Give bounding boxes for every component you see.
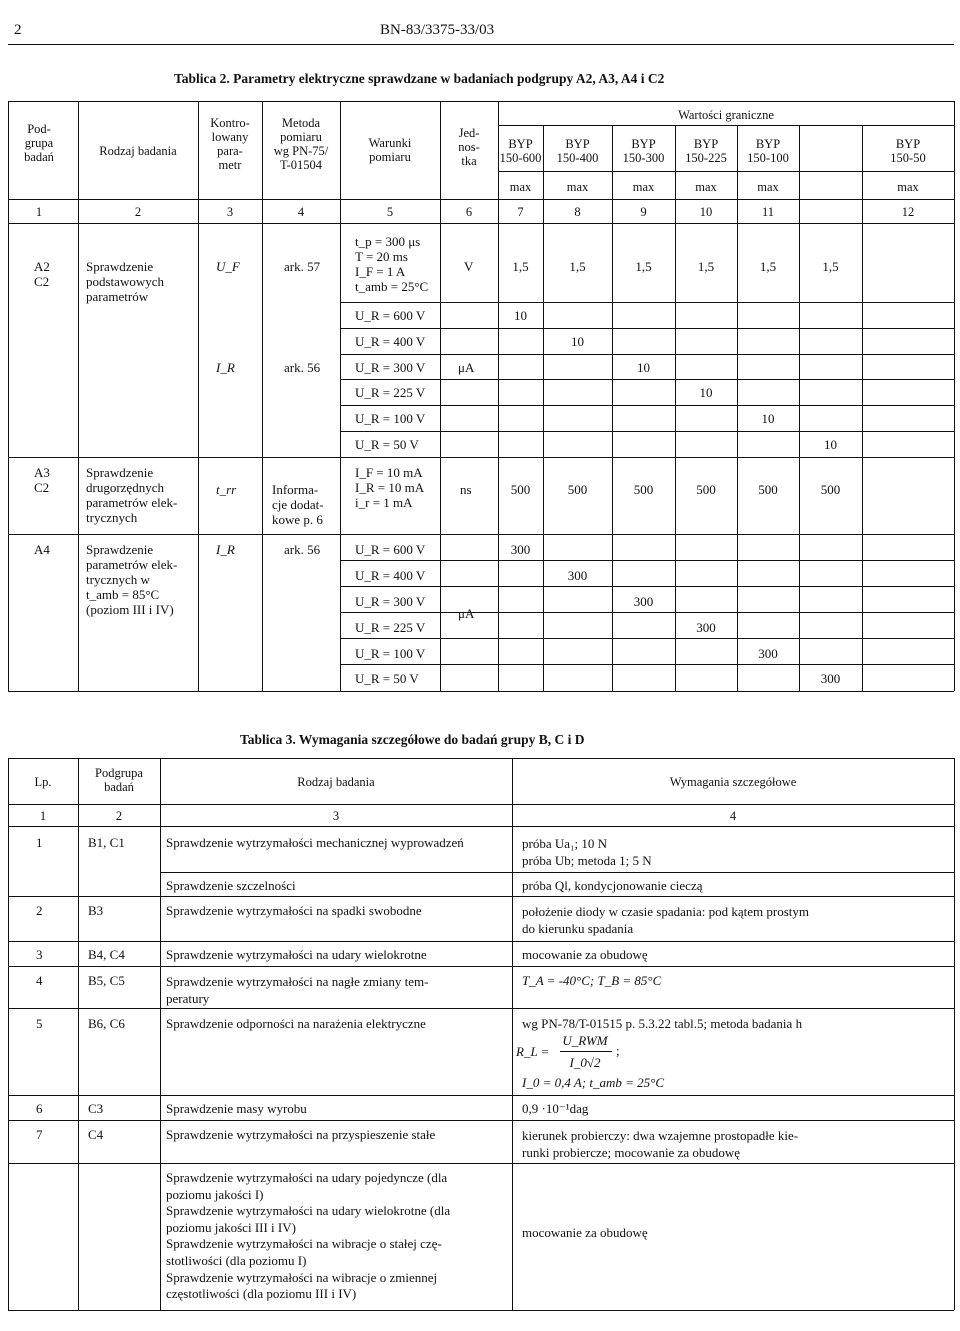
t2-head-type: BYP 150-100 xyxy=(747,137,789,165)
t2-a3-param: t_rr xyxy=(216,482,237,497)
t3-row-lp: 4 xyxy=(36,973,43,988)
t3-head-wymagania: Wymagania szczegółowe xyxy=(669,775,797,789)
t3-row-lp: 1 xyxy=(36,835,43,850)
t2-a2-ir-value: 10 xyxy=(514,308,527,323)
t2-a2-condition: U_R = 225 V xyxy=(355,385,426,400)
t2-a4-condition: U_R = 600 V xyxy=(355,542,426,557)
t2-a4-value: 300 xyxy=(696,620,716,635)
t2-a4-condition: U_R = 50 V xyxy=(355,671,419,686)
t2-a3-value: 500 xyxy=(758,482,778,497)
t2-a4-group: A4 xyxy=(34,542,50,557)
header-rule xyxy=(8,44,954,45)
t2-col-number: 4 xyxy=(297,205,305,219)
t2-a2-ir-value: 10 xyxy=(699,385,713,400)
t2-a2-unit-ir: μA xyxy=(458,360,475,375)
t3-row-req: położenie diody w czasie spadania: pod kątem prostym do kierunku spadania xyxy=(522,904,810,936)
t2-head-warunki: Warunki pomiaru xyxy=(368,136,412,164)
t3-row-test: Sprawdzenie wytrzymałości na nagłe zmiany tem- peratury xyxy=(166,974,429,1006)
document-code: BN-83/3375-33/03 xyxy=(380,22,495,38)
t2-col-number: 6 xyxy=(465,205,473,219)
t2-a3-value: 500 xyxy=(820,482,841,497)
t3-row-lp: 7 xyxy=(36,1127,43,1142)
t2-head-rodzaj: Rodzaj badania xyxy=(99,144,177,158)
t2-col-number: 8 xyxy=(574,205,581,219)
t2-head-max: max xyxy=(509,180,532,194)
t2-col-number: 9 xyxy=(640,205,647,219)
t2-a2-conditions: t_p = 300 μs T = 20 ms I_F = 1 A t_amb = 25°C xyxy=(355,234,429,294)
t2-a3-conditions: I_F = 10 mA I_R = 10 mA i_r = 1 mA xyxy=(355,465,425,510)
t2-a2-condition: U_R = 50 V xyxy=(355,437,419,452)
t2-a2-param-uf: U_F xyxy=(216,259,240,274)
t2-a3-value: 500 xyxy=(510,482,531,497)
t2-a2-rodzaj: Sprawdzenie podstawowych parametrów xyxy=(86,259,164,304)
t2-col-number: 11 xyxy=(761,205,775,219)
t2-col-number: 10 xyxy=(699,205,713,219)
t2-a2-value: 1,5 xyxy=(569,259,586,274)
t3-row-req: wg PN-78/T-01515 p. 5.3.22 tabl.5; metoda badania h xyxy=(522,1016,803,1031)
t3-row-test: Sprawdzenie szczelności xyxy=(166,878,296,893)
t2-col-number: 12 xyxy=(901,205,915,219)
t2-a3-group: A3 C2 xyxy=(34,465,50,495)
t2-a2-ir-value: 10 xyxy=(761,411,775,426)
t2-head-max: max xyxy=(566,180,589,194)
t3-row-lp: 2 xyxy=(36,903,43,918)
t2-a2-param-ir: I_R xyxy=(216,360,235,375)
table2-title: Tablica 2. Parametry elektryczne sprawdzane w badaniach podgrupy A2, A3, A4 i C2 xyxy=(174,71,665,86)
t2-head-type: BYP 150-50 xyxy=(890,137,926,165)
formula-lhs: R_L = xyxy=(516,1044,550,1059)
t2-a2-condition: U_R = 600 V xyxy=(355,308,426,323)
t2-a2-ir-value: 10 xyxy=(637,360,650,375)
t2-head-param: Kontro- lowany para- metr xyxy=(210,116,250,172)
t2-a4-condition: U_R = 225 V xyxy=(355,620,426,635)
t2-head-podgrupa: Pod- grupa badań xyxy=(24,122,54,164)
t2-a4-value: 300 xyxy=(633,594,654,609)
t2-head-type: BYP 150-225 xyxy=(685,137,727,165)
t3-head-lp: Lp. xyxy=(34,775,52,789)
t2-a4-rodzaj: Sprawdzenie parametrów elek- trycznych w t_amb = 85°C (poziom III i IV) xyxy=(86,542,178,617)
formula-denominator: I_0√2 xyxy=(569,1055,601,1070)
t2-a4-method: ark. 56 xyxy=(284,542,321,557)
t3-row-lp: 3 xyxy=(36,947,43,962)
t2-head-type: BYP 150-300 xyxy=(622,137,665,165)
t2-a2-group: A2 C2 xyxy=(34,259,50,289)
t3-row-test: Sprawdzenie wytrzymałości mechanicznej wyprowadzeń xyxy=(166,835,464,850)
t2-a4-condition: U_R = 300 V xyxy=(355,594,426,609)
t2-a4-value: 300 xyxy=(510,542,531,557)
t2-head-type: BYP 150-400 xyxy=(556,137,599,165)
t2-a4-unit: μA xyxy=(458,606,475,621)
t3-row-group: B5, C5 xyxy=(88,973,125,988)
t2-a2-value: 1,5 xyxy=(635,259,652,274)
t3-row-group: C4 xyxy=(88,1127,104,1142)
t2-a4-condition: U_R = 100 V xyxy=(355,646,426,661)
t2-head-max: max xyxy=(757,180,779,194)
t3-col-number: 1 xyxy=(39,809,47,823)
t3-row-req: próba Ql, kondycjonowanie cieczą xyxy=(522,878,703,893)
t3-row-group: B6, C6 xyxy=(88,1016,125,1031)
t2-a2-method-ir: ark. 56 xyxy=(284,360,321,375)
t2-a2-value: 1,5 xyxy=(822,259,839,274)
t2-a4-condition: U_R = 400 V xyxy=(355,568,426,583)
t3-row-lp: 6 xyxy=(36,1101,43,1116)
t2-a2-ir-value: 10 xyxy=(571,334,584,349)
t3-row-req: mocowanie za obudowę xyxy=(522,1225,648,1240)
t3-row-test: Sprawdzenie wytrzymałości na udary wielokrotne xyxy=(166,947,427,962)
t3-row-test: Sprawdzenie wytrzymałości na przyspieszenie stałe xyxy=(166,1127,436,1142)
t2-a2-value: 1,5 xyxy=(697,259,715,274)
t2-a4-value: 300 xyxy=(567,568,588,583)
t3-row-test: Sprawdzenie wytrzymałości na udary pojedyncze (dla poziomu jakości I) Sprawdzenie wytrzymałości na udary wielokrotne (dla poziomu jakości III i IV) Sprawdzenie wytrzymałości na wibracje o stałej czę- stotliwości (dla poziomu I) Sprawdzenie wytrzymałości na wibracje o zmiennej częstotliwości (dla poziomu III i IV) xyxy=(166,1170,451,1302)
t3-head-podgrupa: Podgrupa badań xyxy=(95,766,143,794)
t2-head-metoda: Metoda pomiaru wg PN-75/ T-01504 xyxy=(273,116,329,172)
t2-a4-value: 300 xyxy=(820,671,841,686)
t2-a3-rodzaj: Sprawdzenie drugorzędnych parametrów elek- trycznych xyxy=(86,465,178,525)
t3-row-req: T_A = -40°C; T_B = 85°C xyxy=(522,973,662,988)
t2-col-number: 1 xyxy=(35,205,43,219)
t3-row-lp: 5 xyxy=(36,1016,43,1031)
t2-col-number: 3 xyxy=(226,205,234,219)
t3-row-req: 0,9 ·10⁻¹dag xyxy=(522,1101,589,1116)
t2-a2-condition: U_R = 300 V xyxy=(355,360,426,375)
t2-a2-method: ark. 57 xyxy=(284,259,321,274)
t2-col-number: 7 xyxy=(517,205,524,219)
table3-title: Tablica 3. Wymagania szczegółowe do badań grupy B, C i D xyxy=(240,732,585,747)
t3-row-test: Sprawdzenie wytrzymałości na spadki swobodne xyxy=(166,903,422,918)
t2-head-max: max xyxy=(632,180,655,194)
t2-a3-unit: ns xyxy=(460,482,472,497)
t2-head-max: max xyxy=(695,180,717,194)
formula-semicolon: ; xyxy=(616,1043,620,1058)
formula-line2: I_0 = 0,4 A; t_amb = 25°C xyxy=(522,1075,665,1090)
t2-a2-unit: V xyxy=(464,259,474,274)
t3-row-group: C3 xyxy=(88,1101,104,1116)
fraction-bar xyxy=(560,1051,612,1052)
t2-head-type: BYP 150-600 xyxy=(499,137,542,165)
t3-row-req: mocowanie za obudowę xyxy=(522,947,648,962)
t2-a2-ir-value: 10 xyxy=(824,437,837,452)
t3-col-number: 2 xyxy=(115,809,123,823)
formula-numerator: U_RWM xyxy=(562,1033,608,1048)
t3-col-number: 3 xyxy=(332,809,340,823)
t2-a2-condition: U_R = 100 V xyxy=(355,411,426,426)
t2-a2-value: 1,5 xyxy=(759,259,777,274)
t2-a3-method: Informa- cje dodat- kowe p. 6 xyxy=(272,482,324,527)
t2-col-number: 2 xyxy=(134,205,142,219)
t2-head-jednostka: Jed- nos- tka xyxy=(458,126,480,168)
t3-row-group: B4, C4 xyxy=(88,947,125,962)
t2-a3-value: 500 xyxy=(633,482,654,497)
t2-a2-value: 1,5 xyxy=(512,259,529,274)
t2-head-wartosci: Wartości graniczne xyxy=(678,108,774,122)
t2-a2-condition: U_R = 400 V xyxy=(355,334,426,349)
t3-row-group: B3 xyxy=(88,903,104,918)
t2-a3-value: 500 xyxy=(567,482,588,497)
t3-row-req: kierunek probierczy: dwa wzajemne prostopadłe kie- runki probiercze; mocowanie za obudowę xyxy=(522,1128,799,1160)
t3-row-group: B1, C1 xyxy=(88,835,125,850)
t2-col-number: 5 xyxy=(386,205,394,219)
t2-a3-value: 500 xyxy=(696,482,716,497)
t3-head-rodzaj: Rodzaj badania xyxy=(297,775,375,789)
page-number: 2 xyxy=(14,22,22,38)
t2-a4-value: 300 xyxy=(758,646,778,661)
t3-row-test: Sprawdzenie odporności na narażenia elektryczne xyxy=(166,1016,426,1031)
t2-a4-param: I_R xyxy=(216,542,235,557)
t2-head-max: max xyxy=(897,180,919,194)
t3-row-test: Sprawdzenie masy wyrobu xyxy=(166,1101,307,1116)
t3-col-number: 4 xyxy=(729,809,737,823)
t3-row-req: próba Ua₁; 10 N próba Ub; metoda 1; 5 N xyxy=(522,836,652,868)
